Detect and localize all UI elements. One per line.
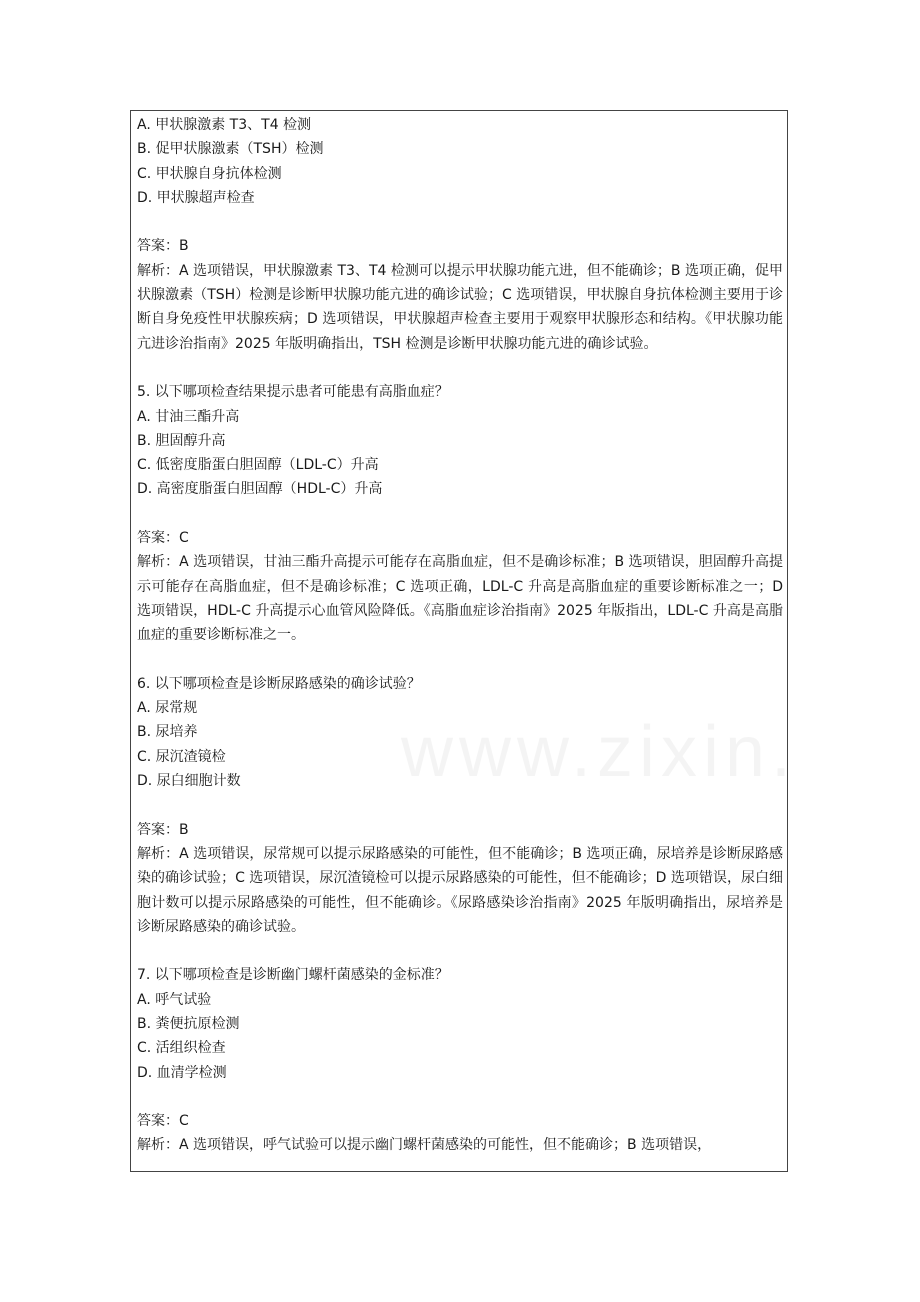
spacer [137,648,783,672]
question-5 [137,380,783,672]
option-d: D. 甲状腺超声检查 [137,189,255,206]
option-c: C. 甲状腺自身抗体检测 [137,165,282,182]
analysis: 解析：A 选项错误，呼气试验可以提示幽门螺杆菌感染的可能性，但不能确诊；B 选项错误， [137,1137,712,1154]
question-6 [137,672,783,964]
question-text: 6. 以下哪项检查是诊断尿路感染的确诊试验？ [137,675,421,692]
spacer [137,502,783,526]
document-frame [130,110,788,1172]
spacer [137,210,783,234]
spacer [137,1085,783,1109]
option-c: C. 活组织检查 [137,1040,226,1057]
option-d: D. 血清学检测 [137,1064,227,1081]
answer: 答案：B [137,821,189,838]
option-b: B. 粪便抗原检测 [137,1015,240,1032]
spacer [137,939,783,963]
question-4 [137,113,783,380]
option-a: A. 尿常规 [137,700,198,717]
document-content [137,113,783,1158]
option-c: C. 尿沉渣镜检 [137,748,226,765]
option-d: D. 高密度脂蛋白胆固醇（HDL-C）升高 [137,481,383,498]
answer: 答案：C [137,530,189,547]
question-text: 7. 以下哪项检查是诊断幽门螺杆菌感染的金标准？ [137,967,449,984]
analysis: 解析：A 选项错误，甘油三酯升高提示可能存在高脂血症，但不是确诊标准；B 选项错误，胆固醇升高提示可能存在高脂血症，但不是确诊标准；C 选项正确，LDL-C 升高是高脂血症的重要诊断标准之一；D 选项错误，HDL-C 升高提示心血管风险降低。《高脂血症诊治指南》2025 年版指出，LDL-C 升高是高脂血症的重要诊断标准之一。 [137,554,783,644]
option-b: B. 胆固醇升高 [137,432,226,449]
answer: 答案：B [137,238,189,255]
option-a: A. 甲状腺激素 T3、T4 检测 [137,117,312,133]
spacer [137,356,783,380]
option-b: B. 促甲状腺激素（TSH）检测 [137,141,324,158]
question-7 [137,963,783,1157]
analysis: 解析：A 选项错误，甲状腺激素 T3、T4 检测可以提示甲状腺功能亢进，但不能确诊；B 选项正确，促甲状腺激素（TSH）检测是诊断甲状腺功能亢进的确诊试验；C 选项错误，甲状腺自身抗体检测主要用于诊断自身免疫性甲状腺疾病；D 选项错误，甲状腺超声检查主要用于观察甲状腺形态和结构。《甲状腺功能亢进诊治指南》2025 年版明确指出，TSH 检测是诊断甲状腺功能亢进的确诊试验。 [137,262,783,352]
option-c: C. 低密度脂蛋白胆固醇（LDL-C）升高 [137,457,379,474]
option-a: A. 甘油三酯升高 [137,408,240,425]
option-b: B. 尿培养 [137,724,198,741]
answer: 答案：C [137,1113,189,1130]
spacer [137,793,783,817]
question-text: 5. 以下哪项检查结果提示患者可能患有高脂血症？ [137,384,449,401]
option-d: D. 尿白细胞计数 [137,773,241,790]
option-a: A. 呼气试验 [137,991,212,1008]
analysis: 解析：A 选项错误，尿常规可以提示尿路感染的可能性，但不能确诊；B 选项正确，尿培养是诊断尿路感染的确诊试验；C 选项错误，尿沉渣镜检可以提示尿路感染的可能性，但不能确诊；D 选项错误，尿白细胞计数可以提示尿路感染的可能性，但不能确诊。《尿路感染诊治指南》2025 年版明确指出，尿培养是诊断尿路感染的确诊试验。 [137,845,783,935]
